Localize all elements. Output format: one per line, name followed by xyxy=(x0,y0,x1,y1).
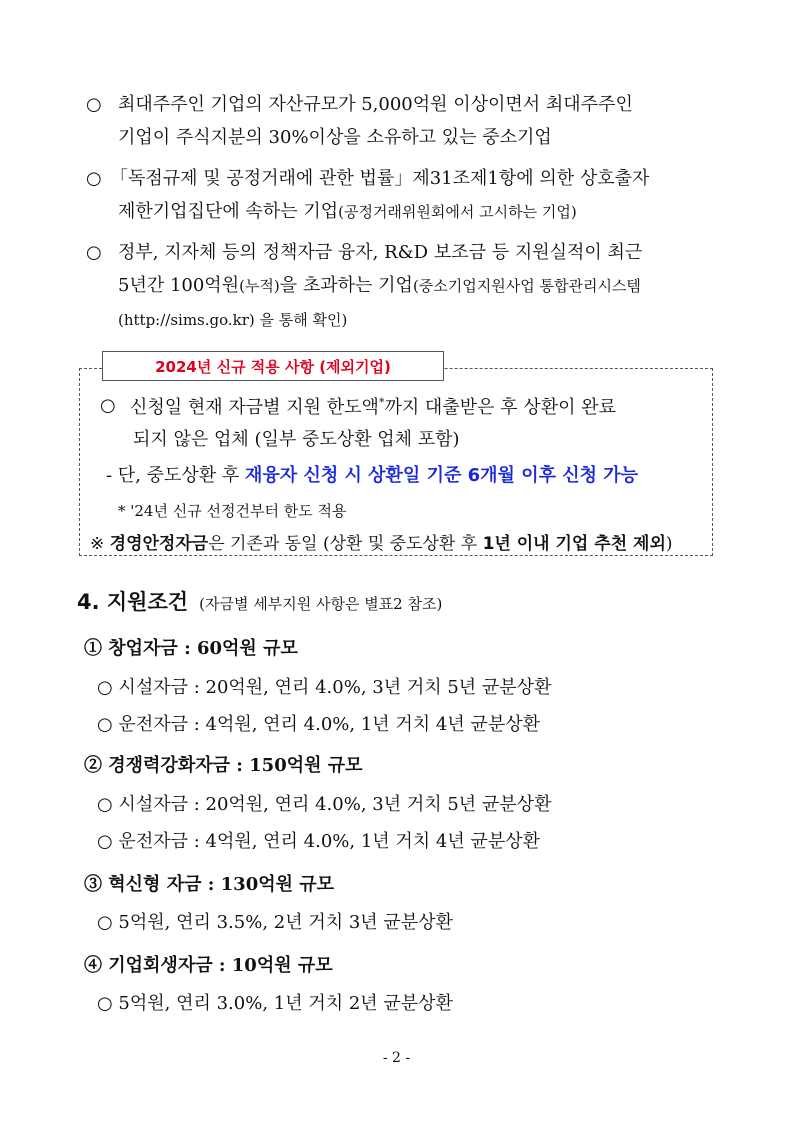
fund-heading-rehabilitation: ④ 기업회생자금 : 10억원 규모 xyxy=(84,955,333,976)
notice-dash-emphasis: 재융자 신청 시 상환일 기준 6개월 이후 신청 가능 xyxy=(245,465,639,486)
item1-line2: 기업이 주식지분의 30%이상을 소유하고 있는 중소기업 xyxy=(118,127,552,148)
notice-item-line1 xyxy=(130,397,616,417)
item2-marker: ○ xyxy=(86,168,102,189)
item2-line2-main: 제한기업집단에 속하는 기업 xyxy=(118,201,339,222)
notice-tab-label: 2024년 신규 적용 사항 (제외기업) xyxy=(155,357,391,376)
item3-line1: 정부, 지자체 등의 정책자금 융자, R&D 보조금 등 지원실적이 최근 xyxy=(118,242,643,263)
notice-item-marker: ○ xyxy=(100,395,116,416)
notice-note xyxy=(90,536,673,553)
item2-line1: 「독점규제 및 공정거래에 관한 법률」제31조제1항에 의한 상호출자 xyxy=(110,168,650,189)
item3-marker: ○ xyxy=(86,242,102,263)
item3-line2-d: (중소기업지원사업 통합관리시스템 xyxy=(412,277,641,295)
item3-line2-a: 5년간 100억원 xyxy=(118,275,240,296)
item3-line2-b: (누적) xyxy=(239,277,280,295)
notice-dash-line xyxy=(106,467,638,485)
item1-marker: ○ xyxy=(86,94,102,115)
fund-heading-startup: ① 창업자금 : 60억원 규모 xyxy=(84,638,298,659)
section4-header xyxy=(77,592,442,613)
section4-title: 4. 지원조건 xyxy=(77,590,189,614)
notice-note-mid: 은 기존과 동일 (상환 및 중도상환 후 xyxy=(208,534,483,554)
item3-line3: (http://sims.go.kr) 을 통해 확인) xyxy=(118,311,348,329)
notice-tab xyxy=(102,351,444,381)
fund-startup-operating: ○ 운전자금 : 4억원, 연리 4.0%, 1년 거치 4년 균분상환 xyxy=(97,714,541,735)
item3-line2-c: 을 초과하는 기업 xyxy=(279,275,413,296)
fund-rehabilitation-item: ○ 5억원, 연리 3.0%, 1년 거치 2년 균분상환 xyxy=(97,993,453,1014)
item2-line2-note: (공정거래위원회에서 고시하는 기업) xyxy=(338,203,577,221)
item1-line1: 최대주주인 기업의 자산규모가 5,000억원 이상이면서 최대주주인 xyxy=(118,94,633,115)
fund-heading-competitiveness: ② 경쟁력강화자금 : 150억원 규모 xyxy=(84,755,363,776)
fund-innovation-item: ○ 5억원, 연리 3.5%, 2년 거치 3년 균분상환 xyxy=(97,912,453,933)
notice-item-line1-b: 까지 대출받은 후 상환이 완료 xyxy=(384,397,616,418)
notice-item-line2: 되지 않은 업체 (일부 중도상환 업체 포함) xyxy=(133,429,460,450)
notice-item-line1-a: 신청일 현재 자금별 지원 한도액 xyxy=(130,397,379,418)
fund-competitiveness-facility: ○ 시설자금 : 20억원, 연리 4.0%, 3년 거치 5년 균분상환 xyxy=(97,794,552,815)
fund-startup-facility: ○ 시설자금 : 20억원, 연리 4.0%, 3년 거치 5년 균분상환 xyxy=(97,677,552,698)
notice-footnote: * '24년 신규 선정건부터 한도 적용 xyxy=(118,502,347,520)
notice-dash-prefix: - 단, 중도상환 후 xyxy=(106,465,246,486)
fund-competitiveness-operating: ○ 운전자금 : 4억원, 연리 4.0%, 1년 거치 4년 균분상환 xyxy=(97,831,541,852)
section4-subtitle: (자금별 세부지원 사항은 별표2 참조) xyxy=(199,595,443,613)
notice-item-footnote-mark: * xyxy=(378,396,385,409)
fund-heading-innovation: ③ 혁신형 자금 : 130억원 규모 xyxy=(84,874,335,895)
page-number: - 2 - xyxy=(382,1050,411,1066)
notice-note-marker: ※ xyxy=(90,534,110,554)
notice-note-end: ) xyxy=(665,534,673,554)
notice-note-bold: 경영안정자금 xyxy=(109,534,209,554)
item2-line2 xyxy=(118,203,577,221)
notice-note-bold2: 1년 이내 기업 추천 제외 xyxy=(482,534,666,554)
item3-line2 xyxy=(118,277,641,295)
